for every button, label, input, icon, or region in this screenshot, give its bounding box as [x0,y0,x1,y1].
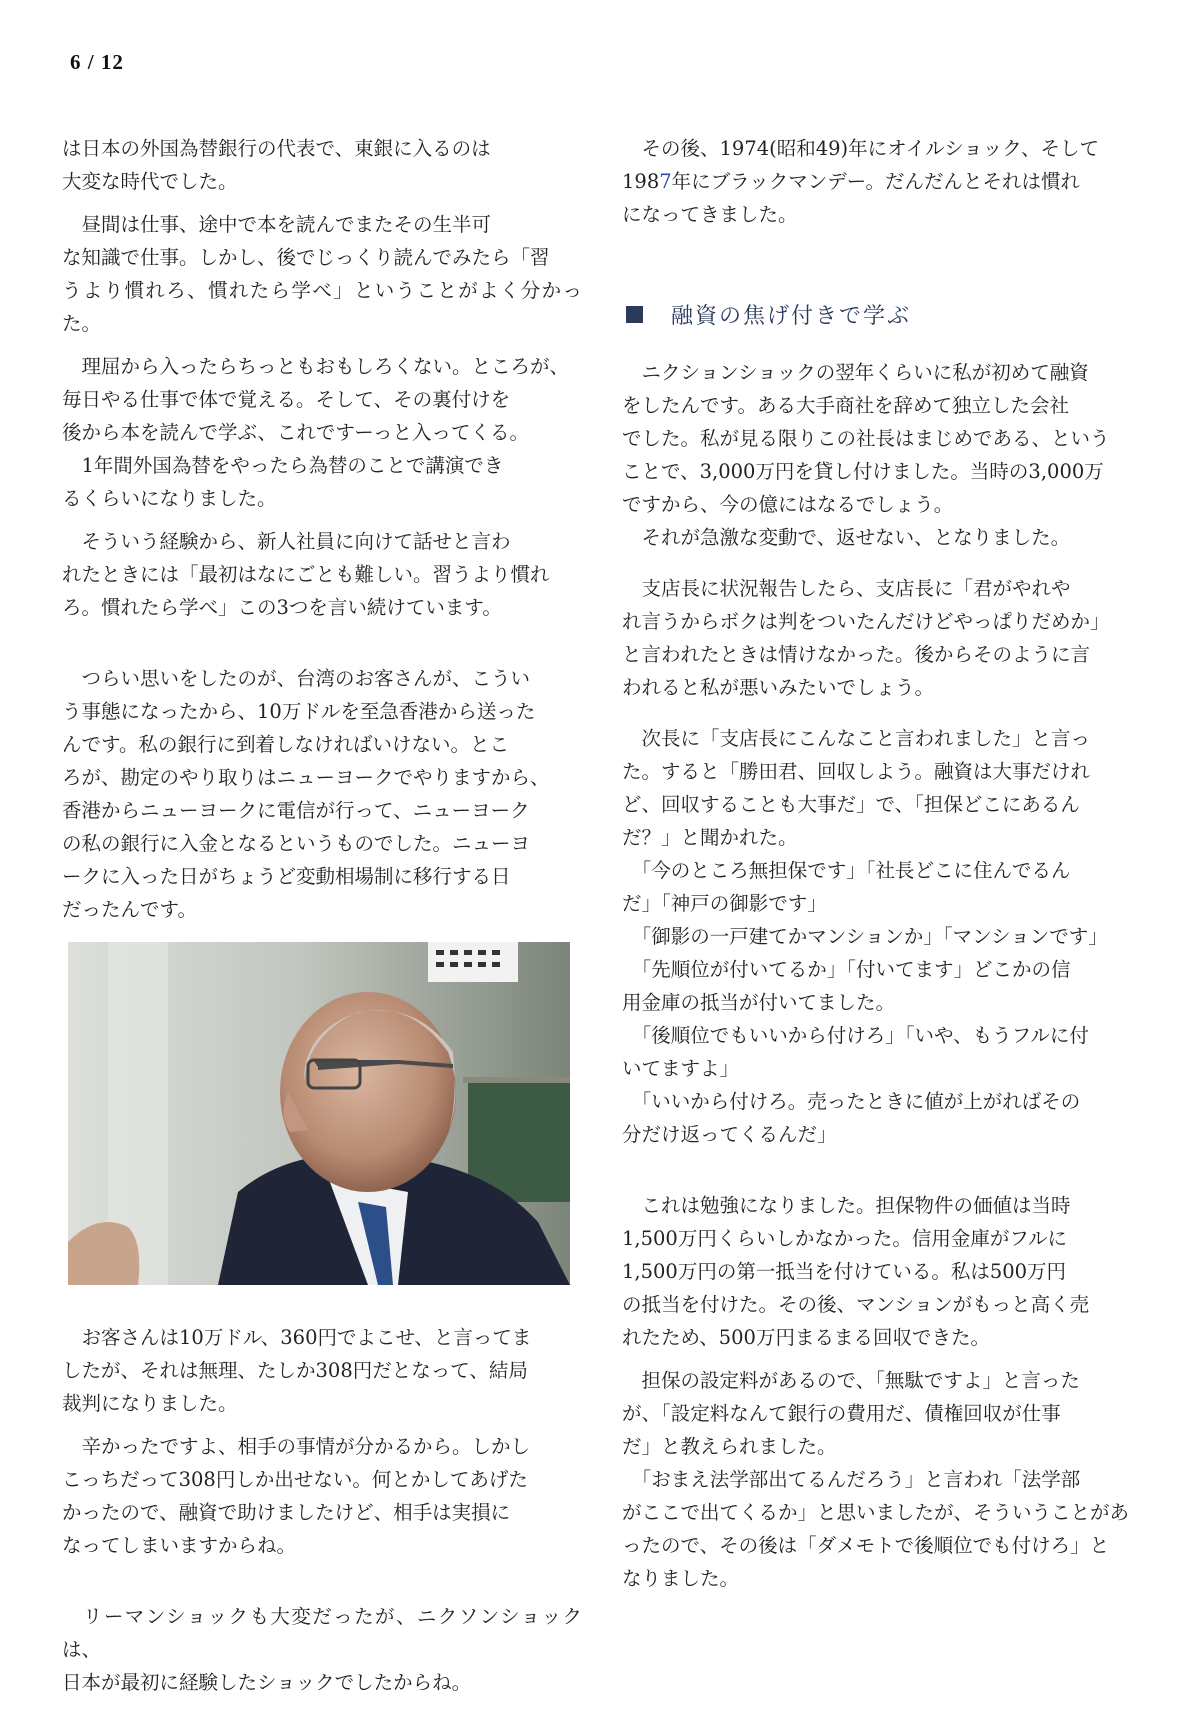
paragraph: は日本の外国為替銀行の代表で、東銀に入るのは 大変な時代でした。 [62,137,491,193]
section-heading [622,299,1142,330]
left-column [62,132,582,1699]
paragraph: これは勉強になりました。担保物件の価値は当時 1,500万円くらいしかなかった。信用金庫がフルに 1,500万円の第一抵当を付けている。私は500万円 の抵当を付けた。その後、マンションがもっと高く売 れたため、500万円まるまる回収できた。 [622,1194,1090,1349]
paragraph: 次長に「支店長にこんなこと言われました」と言っ た。すると「勝田君、回収しよう。融資は大事だけれ ど、回収することも大事だ」で、「担保どこにあるん だ？」と聞かれた。 [622,727,1091,849]
paragraph: 支店長に状況報告したら、支店長に「君がやれや れ言うからボクは判をついたんだけどやっぱりだめか」 と言われたときは情けなかった。後からそのように言 われると私が悪いみたいでしょう。 [622,577,1110,699]
section-heading-text: 融資の焦げ付きで学ぶ [671,304,912,329]
photo-illustration [68,942,570,1285]
paragraph: 「今のところ無担保です」「社長どこに住んでるん だ」「神戸の御影です」 [622,859,1071,915]
paragraph [622,132,1142,231]
paragraph: 辛かったですよ、相手の事情が分かるから。しかし こっちだって308円しか出せない。何とかしてあげた かったので、融資で助けましたけど、相手は実損に なってしまいますからね。 [62,1435,531,1557]
paragraph: 1年間外国為替をやったら為替のことで講演でき るくらいになりました。 [62,454,504,510]
paragraph: それが急激な変動で、返せない、となりました。 [622,526,1071,549]
paragraph: 「後順位でもいいから付けろ」「いや、もうフルに付 いてますよ」 [622,1024,1089,1080]
paragraph: 昼間は仕事、途中で本を読んでまたその生半可 な知識で仕事。しかし、後でじっくり読んでみたら「習 うより慣れろ、慣れたら学べ」ということがよく分かった。 [62,213,582,335]
paragraph: 担保の設定料があるので、「無駄ですよ」と言った が、「設定料なんて銀行の費用だ、債権回収が仕事 だ」と教えられました。 [622,1369,1080,1458]
paragraph: 理屈から入ったらちっともおもしろくない。ところが、 毎日やる仕事で体で覚える。そして、その裏付けを 後から本を読んで学ぶ、これですーっと入ってくる。 [62,355,570,444]
intro-text-a: その後、1974(昭和49)年にオイルショック、そして 198 [622,137,1100,193]
paragraph: 「いいから付けろ。売ったときに値が上がればその 分だけ返ってくるんだ」 [622,1090,1081,1146]
paragraph: 「御影の一戸建てかマンションか」「マンションです」 [622,925,1108,948]
intro-text-b: 年にブラックマンデー。だんだんとそれは慣れ になってきました。 [622,170,1080,226]
paragraph: つらい思いをしたのが、台湾のお客さんが、こうい う事態になったから、10万ドルを至急香港から送った んです。私の銀行に到着しなければいけない。とこ ろが、勘定のやり取りはニューヨークでやりますから、 香港からニューヨークに電信が行って、ニューヨーク の私の銀行に入金となるというものでした。ニューヨ ークに入った日がちょうど変動相場制に移行する日 だったんです。 [62,667,550,921]
intro-highlight-digit: 7 [659,170,672,193]
paragraph: 「先順位が付いてるか」「付いてます」どこかの信 用金庫の抵当が付いてました。 [622,958,1071,1014]
paragraph: ニクションショックの翌年くらいに私が初めて融資 をしたんです。ある大手商社を辞めて独立した会社 でした。私が見る限りこの社長はまじめである、という ことで、3,000万円を貸し付けました。当時の3,000万 ですから、今の億にはなるでしょう。 [622,361,1110,516]
paragraph: リーマンショックも大変だったが、ニクソンショックは、 日本が最初に経験したショックでしたからね。 [62,1605,582,1694]
right-column [622,132,1142,1595]
paragraph: 「おまえ法学部出てるんだろう」と言われ「法学部 がここで出てくるか」と思いましたが、そういうことがあ ったので、その後は「ダメモトで後順位でも付けろ」と なりました。 [622,1468,1130,1590]
paragraph: お客さんは10万ドル、360円でよこせ、と言ってま したが、それは無理、たしか308円だとなって、結局 裁判になりました。 [62,1326,532,1415]
page-number: 6 / 12 [70,50,124,74]
paragraph: そういう経験から、新人社員に向けて話せと言わ れたときには「最初はなにごとも難しい。習うより慣れ ろ。慣れたら学べ」この3つを言い続けています。 [62,530,550,619]
square-bullet-icon [626,306,643,323]
interview-photo [68,942,570,1285]
